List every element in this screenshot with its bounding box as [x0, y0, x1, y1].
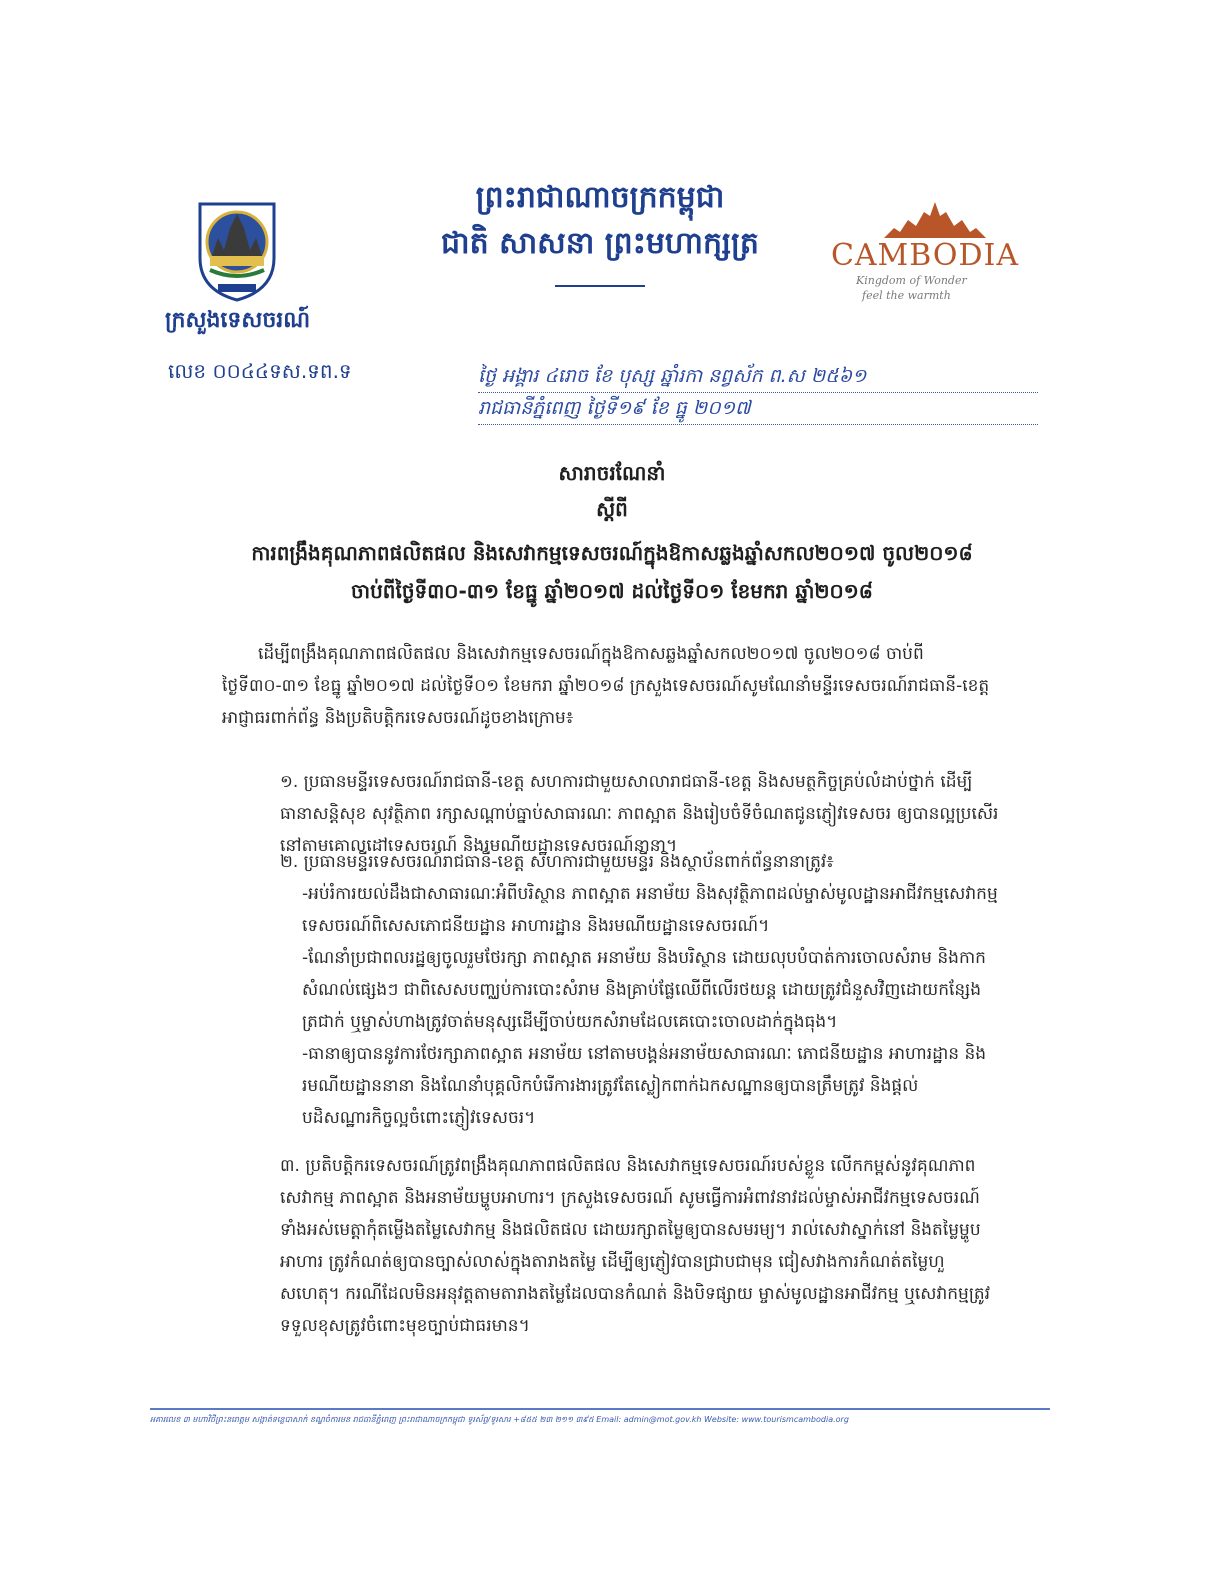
subject-label: ស្តីពី — [596, 497, 628, 521]
lunar-date: ថ្ងៃ អង្គារ ៤រោច ខែ បុស្ស ឆ្នាំរកា នព្វស័ក ព.ស ២៥៦១ — [478, 364, 1038, 393]
directive-item-2-point-3: -ធានាឲ្យបាននូវការថែរក្សាភាពស្អាត អនាម័យ នៅតាមបង្គន់អនាម័យសាធារណៈ ភោជនីយដ្ឋាន អាហារដ្ឋាន និងរមណីយដ្ឋាននានា និងណែនាំបុគ្គលិកបំរើការងារត្រូវតែស្លៀកពាក់ឯកសណ្ឋានឲ្យបានត្រឹមត្រូវ និងផ្តល់បដិសណ្ឋារកិច្ចល្អចំពោះភ្ញៀវទេសចរ។ — [302, 1044, 987, 1128]
kingdom-motto-line-1: ព្រះរាជាណាចក្រកម្ពុជា — [475, 180, 725, 215]
directive-item-2-point-1: -អប់រំការយល់ដឹងជាសាធារណៈអំពីបរិស្ថាន ភាពស្អាត អនាម័យ និងសុវត្ថិភាពដល់ម្ចាស់មូលដ្ឋានអាជីវកម្មសេវាកម្មទេសចរណ៍ពិសេសភោជនីយដ្ឋាន អាហារដ្ឋាន និងរមណីយដ្ឋានទេសចរណ៍។ — [302, 884, 998, 936]
kingdom-motto-line-2: ជាតិ សាសនា ព្រះមហាក្សត្រ — [441, 226, 759, 261]
reference-number: លេខ ០០៤៤ទស.ទព.ទ — [168, 359, 352, 383]
directive-item-3: ៣. ប្រតិបត្តិករទេសចរណ៍ត្រូវពង្រឹងគុណភាពផលិតផល និងសេវាកម្មទេសចរណ៍របស់ខ្លួន លើកកម្ពស់នូវគុណភាពសេវាកម្ម ភាពស្អាត និងអនាម័យម្ហូបអាហារ។ ក្រសួងទេសចរណ៍ សូមធ្វើការអំពាវនាវដល់ម្ចាស់អាជីវកម្មទេសចរណ៍ទាំងអស់មេត្តាកុំតម្លើងតម្លៃសេវាកម្ម និងផលិតផល ដោយរក្សាតម្លៃឲ្យបានសមរម្យ។ រាល់សេវាស្នាក់នៅ និងតម្លៃម្ហូបអាហារ ត្រូវកំណត់ឲ្យបានច្បាស់លាស់ក្នុងតារាងតម្លៃ ដើម្បីឲ្យភ្ញៀវបានជ្រាបជាមុន ជៀសវាងការកំណត់តម្លៃហួសហេតុ។ ករណីដែលមិនអនុវត្តតាមតារាងតម្លៃដែលបានកំណត់ និងបិទផ្សាយ ម្ចាស់មូលដ្ឋានអាជីវកម្ម ឬសេវាកម្មត្រូវទទួលខុសត្រូវចំពោះមុខច្បាប់ជាធរមាន។ — [280, 1156, 991, 1336]
ministry-name: ក្រសួងទេសចរណ៍ — [165, 308, 311, 333]
directive-item-2-point-2: -ណែនាំប្រជាពលរដ្ឋឲ្យចូលរួមថែរក្សា ភាពស្អាត អនាម័យ និងបរិស្ថាន ដោយលុបបំបាត់ការចោលសំរាម និងកាកសំណល់ផ្សេងៗ ជាពិសេសបញ្ឈប់ការបោះសំរាម និងគ្រាប់ផ្លែឈើពីលើរថយន្ត ដោយត្រូវជំនួសវិញដោយកន្សែងត្រជាក់ ឬម្ចាស់ហាងត្រូវចាត់មនុស្សដើម្បីចាប់យកសំរាមដែលគេបោះចោលដាក់ក្នុងធុង។ — [302, 948, 986, 1032]
intro-paragraph: ដើម្បីពង្រឹងគុណភាពផលិតផល និងសេវាកម្មទេសចរណ៍ក្នុងឱកាសឆ្លងឆ្នាំសកល២០១៧ ចូល២០១៨ ចាប់ពីថ្ងៃទី៣០-៣១ ខែធ្នូ ឆ្នាំ២០១៧ ដល់ថ្ងៃទី០១ ខែមករា ឆ្នាំ២០១៨ ក្រសួងទេសចរណ៍សូមណែនាំមន្ទីរទេសចរណ៍រាជធានី-ខេត្ត អាជ្ញាធរពាក់ព័ន្ធ និងប្រតិបត្តិករទេសចរណ៍ដូចខាងក្រោម៖ — [222, 644, 990, 728]
angkor-wat-emblem — [880, 198, 990, 240]
solar-date: រាជធានីភ្នំពេញ ថ្ងៃទី១៩ ខែ ធ្នូ ២០១៧ — [478, 396, 1038, 425]
cambodia-brand-logo: CAMBODIA — [830, 238, 1020, 273]
footer-contact: អគារលេខ ៣ មហាវិថីព្រះនរោត្តម សង្កាត់ទន្លេបាសាក់ ខណ្ឌចំការមន រាជធានីភ្នំពេញ ព្រះរាជាណាចក្រកម្ពុជា ទូរស័ព្ទ/ទូរសារ +៨៥៥ ២៣ ២១១ ៣៩៥ Email: admin@mot.gov.kh Website: www.tourismcambodia.org — [150, 1415, 849, 1424]
brand-subtitle: Kingdom of Wonder — [856, 274, 967, 287]
document-title-line-2: ចាប់ពីថ្ងៃទី៣០-៣១ ខែធ្នូ ឆ្នាំ២០១៧ ដល់ថ្ងៃទី០១ ខែមករា ឆ្នាំ២០១៨ — [351, 579, 873, 603]
ministry-seal-logo — [196, 198, 278, 302]
footer-divider — [150, 1408, 1050, 1410]
directive-item-2: ២. ប្រធានមន្ទីរទេសចរណ៍រាជធានី-ខេត្ត សហការជាមួយមន្ទីរ និងស្ថាប័នពាក់ព័ន្ធនានាត្រូវ៖ — [280, 852, 834, 872]
document-type: សារាចរណែនាំ — [558, 461, 666, 485]
motto-divider — [555, 285, 645, 287]
brand-tagline: feel the warmth — [862, 289, 951, 302]
directive-item-1: ១. ប្រធានមន្ទីរទេសចរណ៍រាជធានី-ខេត្ត សហការជាមួយសាលារាជធានី-ខេត្ត និងសមត្ថកិច្ចគ្រប់លំដាប់ថ្នាក់ ដើម្បីធានាសន្តិសុខ សុវត្ថិភាព រក្សាសណ្តាប់ធ្នាប់សាធារណៈ ភាពស្អាត និងរៀបចំទីចំណតជូនភ្ញៀវទេសចរ ឲ្យបានល្អប្រសើរ នៅតាមគោលដៅទេសចរណ៍ និងរមណីយដ្ឋានទេសចរណ៍នានា។ — [280, 772, 999, 856]
document-title-line-1: ការពង្រឹងគុណភាពផលិតផល និងសេវាកម្មទេសចរណ៍ក្នុងឱកាសឆ្លងឆ្នាំសកល២០១៧ ចូល២០១៨ — [251, 541, 973, 565]
